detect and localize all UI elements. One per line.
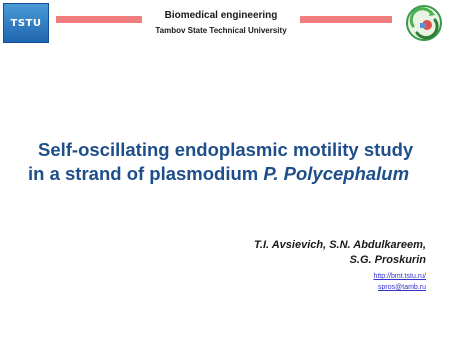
slide-title-line2-plain: in a strand of plasmodium <box>28 163 264 184</box>
biomedical-emblem-icon <box>405 4 443 42</box>
slide-title-line2 <box>28 162 442 186</box>
authors-line1: T.I. Avsievich, S.N. Abdulkareem, <box>254 239 426 251</box>
authors-line2: S.G. Proskurin <box>349 254 426 266</box>
header-title: Biomedical engineering <box>164 10 278 21</box>
accent-bar-right <box>300 16 392 23</box>
tstu-logo-text: TSTU <box>10 17 42 29</box>
email-link[interactable]: spros@tamb.ru <box>378 284 426 291</box>
accent-bar-left <box>56 16 142 23</box>
authors <box>254 238 426 268</box>
species-name: P. Polycephalum <box>263 163 410 184</box>
slide-title <box>28 138 442 186</box>
header-subtitle: Tambov State Technical University <box>155 26 287 35</box>
slide-title-line1: Self-oscillating endoplasmic motility study <box>38 139 414 160</box>
tstu-logo <box>3 3 49 43</box>
website-link[interactable]: http://bmt.tstu.ru/ <box>373 273 426 280</box>
